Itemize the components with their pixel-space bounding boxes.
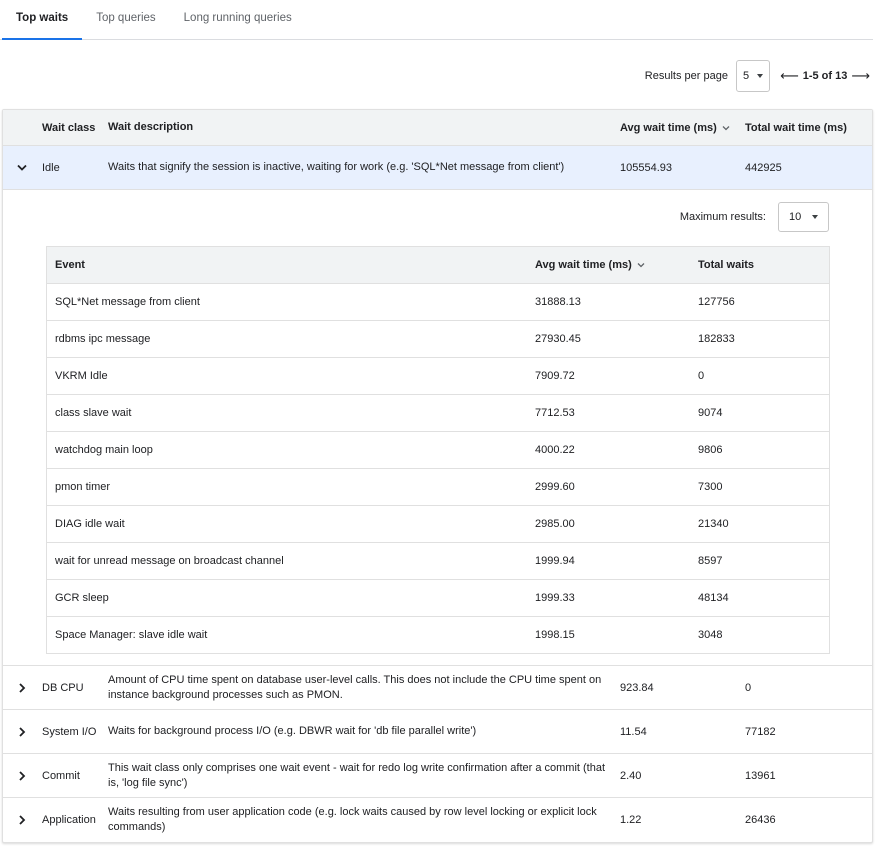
event-avg-wait: 2985.00 — [535, 518, 575, 530]
avg-wait-cell: 1.22 — [620, 814, 642, 826]
event-name: class slave wait — [55, 407, 132, 419]
chevron-down-icon — [16, 162, 28, 174]
avg-wait-cell: 105554.93 — [620, 161, 672, 174]
event-avg-wait: 2999.60 — [535, 481, 575, 493]
total-wait-cell: 13961 — [745, 769, 776, 782]
wait-class-cell: System I/O — [42, 725, 97, 738]
event-row — [47, 617, 829, 653]
event-avg-wait-header-label: Avg wait time (ms) — [535, 259, 632, 271]
avg-wait-cell: 2.40 — [620, 769, 642, 782]
page-range: 1-5 of 13 — [802, 70, 848, 82]
event-avg-wait: 7909.72 — [535, 370, 575, 382]
table-row[interactable] — [3, 146, 872, 190]
total-waits-header[interactable]: Total waits — [698, 259, 755, 271]
wait-description-cell: Waits resulting from user application code (e.g. lock waits caused by row level locking or explicit lock commands) — [108, 806, 597, 833]
dropdown-arrow-icon — [812, 215, 818, 219]
total-wait-cell: 77182 — [745, 725, 776, 738]
events-table-header — [47, 247, 829, 284]
wait-class-cell: DB CPU — [42, 681, 84, 694]
event-avg-wait: 1998.15 — [535, 629, 575, 641]
event-name: SQL*Net message from client — [55, 296, 200, 308]
total-wait-cell: 0 — [745, 681, 752, 694]
expanded-detail-panel — [3, 190, 872, 666]
event-header[interactable]: Event — [55, 259, 85, 271]
next-page-icon[interactable]: ⟶ — [851, 68, 870, 83]
event-name: rdbms ipc message — [55, 333, 151, 345]
table-row[interactable] — [3, 710, 872, 754]
event-row — [47, 432, 829, 469]
chevron-right-icon — [16, 814, 28, 826]
table-header — [3, 110, 872, 146]
event-name: DIAG idle wait — [55, 518, 125, 530]
sort-descending-icon — [721, 123, 731, 133]
tab-long-running-queries[interactable]: Long running queries — [183, 12, 292, 24]
event-row — [47, 321, 829, 358]
event-total-waits: 8597 — [698, 555, 723, 567]
event-row — [47, 395, 829, 432]
results-per-page-select[interactable] — [736, 60, 770, 92]
event-row — [47, 469, 829, 506]
table-row[interactable] — [3, 666, 872, 710]
event-total-waits: 9074 — [698, 407, 723, 419]
wait-description-header[interactable]: Wait description — [108, 121, 194, 133]
avg-wait-time-header-label: Avg wait time (ms) — [620, 121, 717, 134]
expand-button[interactable] — [3, 726, 40, 738]
total-wait-cell: 442925 — [745, 161, 782, 174]
wait-description-cell: Waits for background process I/O (e.g. DBWR wait for 'db file parallel write') — [108, 725, 477, 737]
event-row — [47, 543, 829, 580]
expand-button[interactable] — [3, 770, 40, 782]
max-results-select[interactable] — [778, 202, 829, 232]
dropdown-arrow-icon — [757, 74, 763, 78]
event-name: wait for unread message on broadcast channel — [55, 555, 284, 567]
event-total-waits: 182833 — [698, 333, 735, 345]
event-name: GCR sleep — [55, 592, 109, 604]
avg-wait-cell: 11.54 — [620, 725, 647, 738]
event-avg-wait: 4000.22 — [535, 444, 575, 456]
event-row — [47, 358, 829, 395]
event-name: pmon timer — [55, 481, 111, 493]
wait-description-cell: Waits that signify the session is inactive, waiting for work (e.g. 'SQL*Net message from client') — [108, 161, 565, 173]
wait-description-cell: This wait class only comprises one wait event - wait for redo log write confirmation after a commit (that is, 'log file sync') — [108, 761, 606, 789]
event-total-waits: 9806 — [698, 444, 723, 456]
event-total-waits: 7300 — [698, 481, 723, 493]
event-total-waits: 21340 — [698, 518, 729, 530]
wait-class-cell: Idle — [42, 161, 60, 174]
table-row[interactable] — [3, 754, 872, 798]
max-results-control — [680, 202, 829, 232]
event-avg-wait: 1999.33 — [535, 592, 575, 604]
event-avg-wait: 31888.13 — [535, 296, 581, 308]
pagination — [645, 60, 870, 92]
event-total-waits: 3048 — [698, 629, 723, 641]
avg-wait-time-header[interactable] — [618, 122, 745, 134]
table-row[interactable] — [3, 798, 872, 842]
total-wait-time-header[interactable]: Total wait time (ms) — [745, 121, 847, 134]
wait-events-table — [46, 246, 830, 654]
event-avg-wait: 1999.94 — [535, 555, 575, 567]
event-name: VKRM Idle — [55, 370, 108, 382]
event-avg-wait-header[interactable] — [535, 259, 698, 271]
chevron-right-icon — [16, 770, 28, 782]
chevron-right-icon — [16, 682, 28, 694]
tab-top-waits[interactable]: Top waits — [2, 0, 82, 39]
event-avg-wait: 7712.53 — [535, 407, 575, 419]
expand-button[interactable] — [3, 682, 40, 694]
wait-class-cell: Application — [42, 814, 96, 826]
event-row — [47, 506, 829, 543]
event-row — [47, 580, 829, 617]
avg-wait-cell: 923.84 — [620, 681, 654, 694]
event-row — [47, 284, 829, 321]
chevron-right-icon — [16, 726, 28, 738]
event-total-waits: 48134 — [698, 592, 729, 604]
wait-class-header[interactable]: Wait class — [42, 121, 96, 134]
previous-page-icon[interactable]: ⟵ — [780, 68, 799, 83]
results-per-page-label: Results per page — [644, 70, 728, 82]
wait-description-cell: Amount of CPU time spent on database user-level calls. This does not include the CPU time spent on instance background processes such as PMON. — [108, 673, 602, 701]
sort-descending-icon — [636, 260, 646, 270]
top-waits-table — [2, 109, 873, 843]
expand-button[interactable] — [3, 814, 40, 826]
page-navigation — [780, 68, 870, 84]
event-total-waits: 0 — [698, 370, 705, 382]
max-results-value: 10 — [789, 211, 802, 223]
total-wait-cell: 26436 — [745, 814, 776, 826]
results-per-page-value: 5 — [742, 70, 750, 82]
event-total-waits: 127756 — [698, 296, 735, 308]
event-name: Space Manager: slave idle wait — [55, 629, 208, 641]
event-name: watchdog main loop — [55, 444, 153, 456]
event-avg-wait: 27930.45 — [535, 333, 581, 345]
max-results-label: Maximum results: — [679, 211, 766, 223]
wait-class-cell: Commit — [42, 769, 80, 782]
tab-bar — [0, 0, 873, 40]
tab-top-queries[interactable]: Top queries — [96, 12, 156, 24]
collapse-button[interactable] — [3, 162, 40, 174]
